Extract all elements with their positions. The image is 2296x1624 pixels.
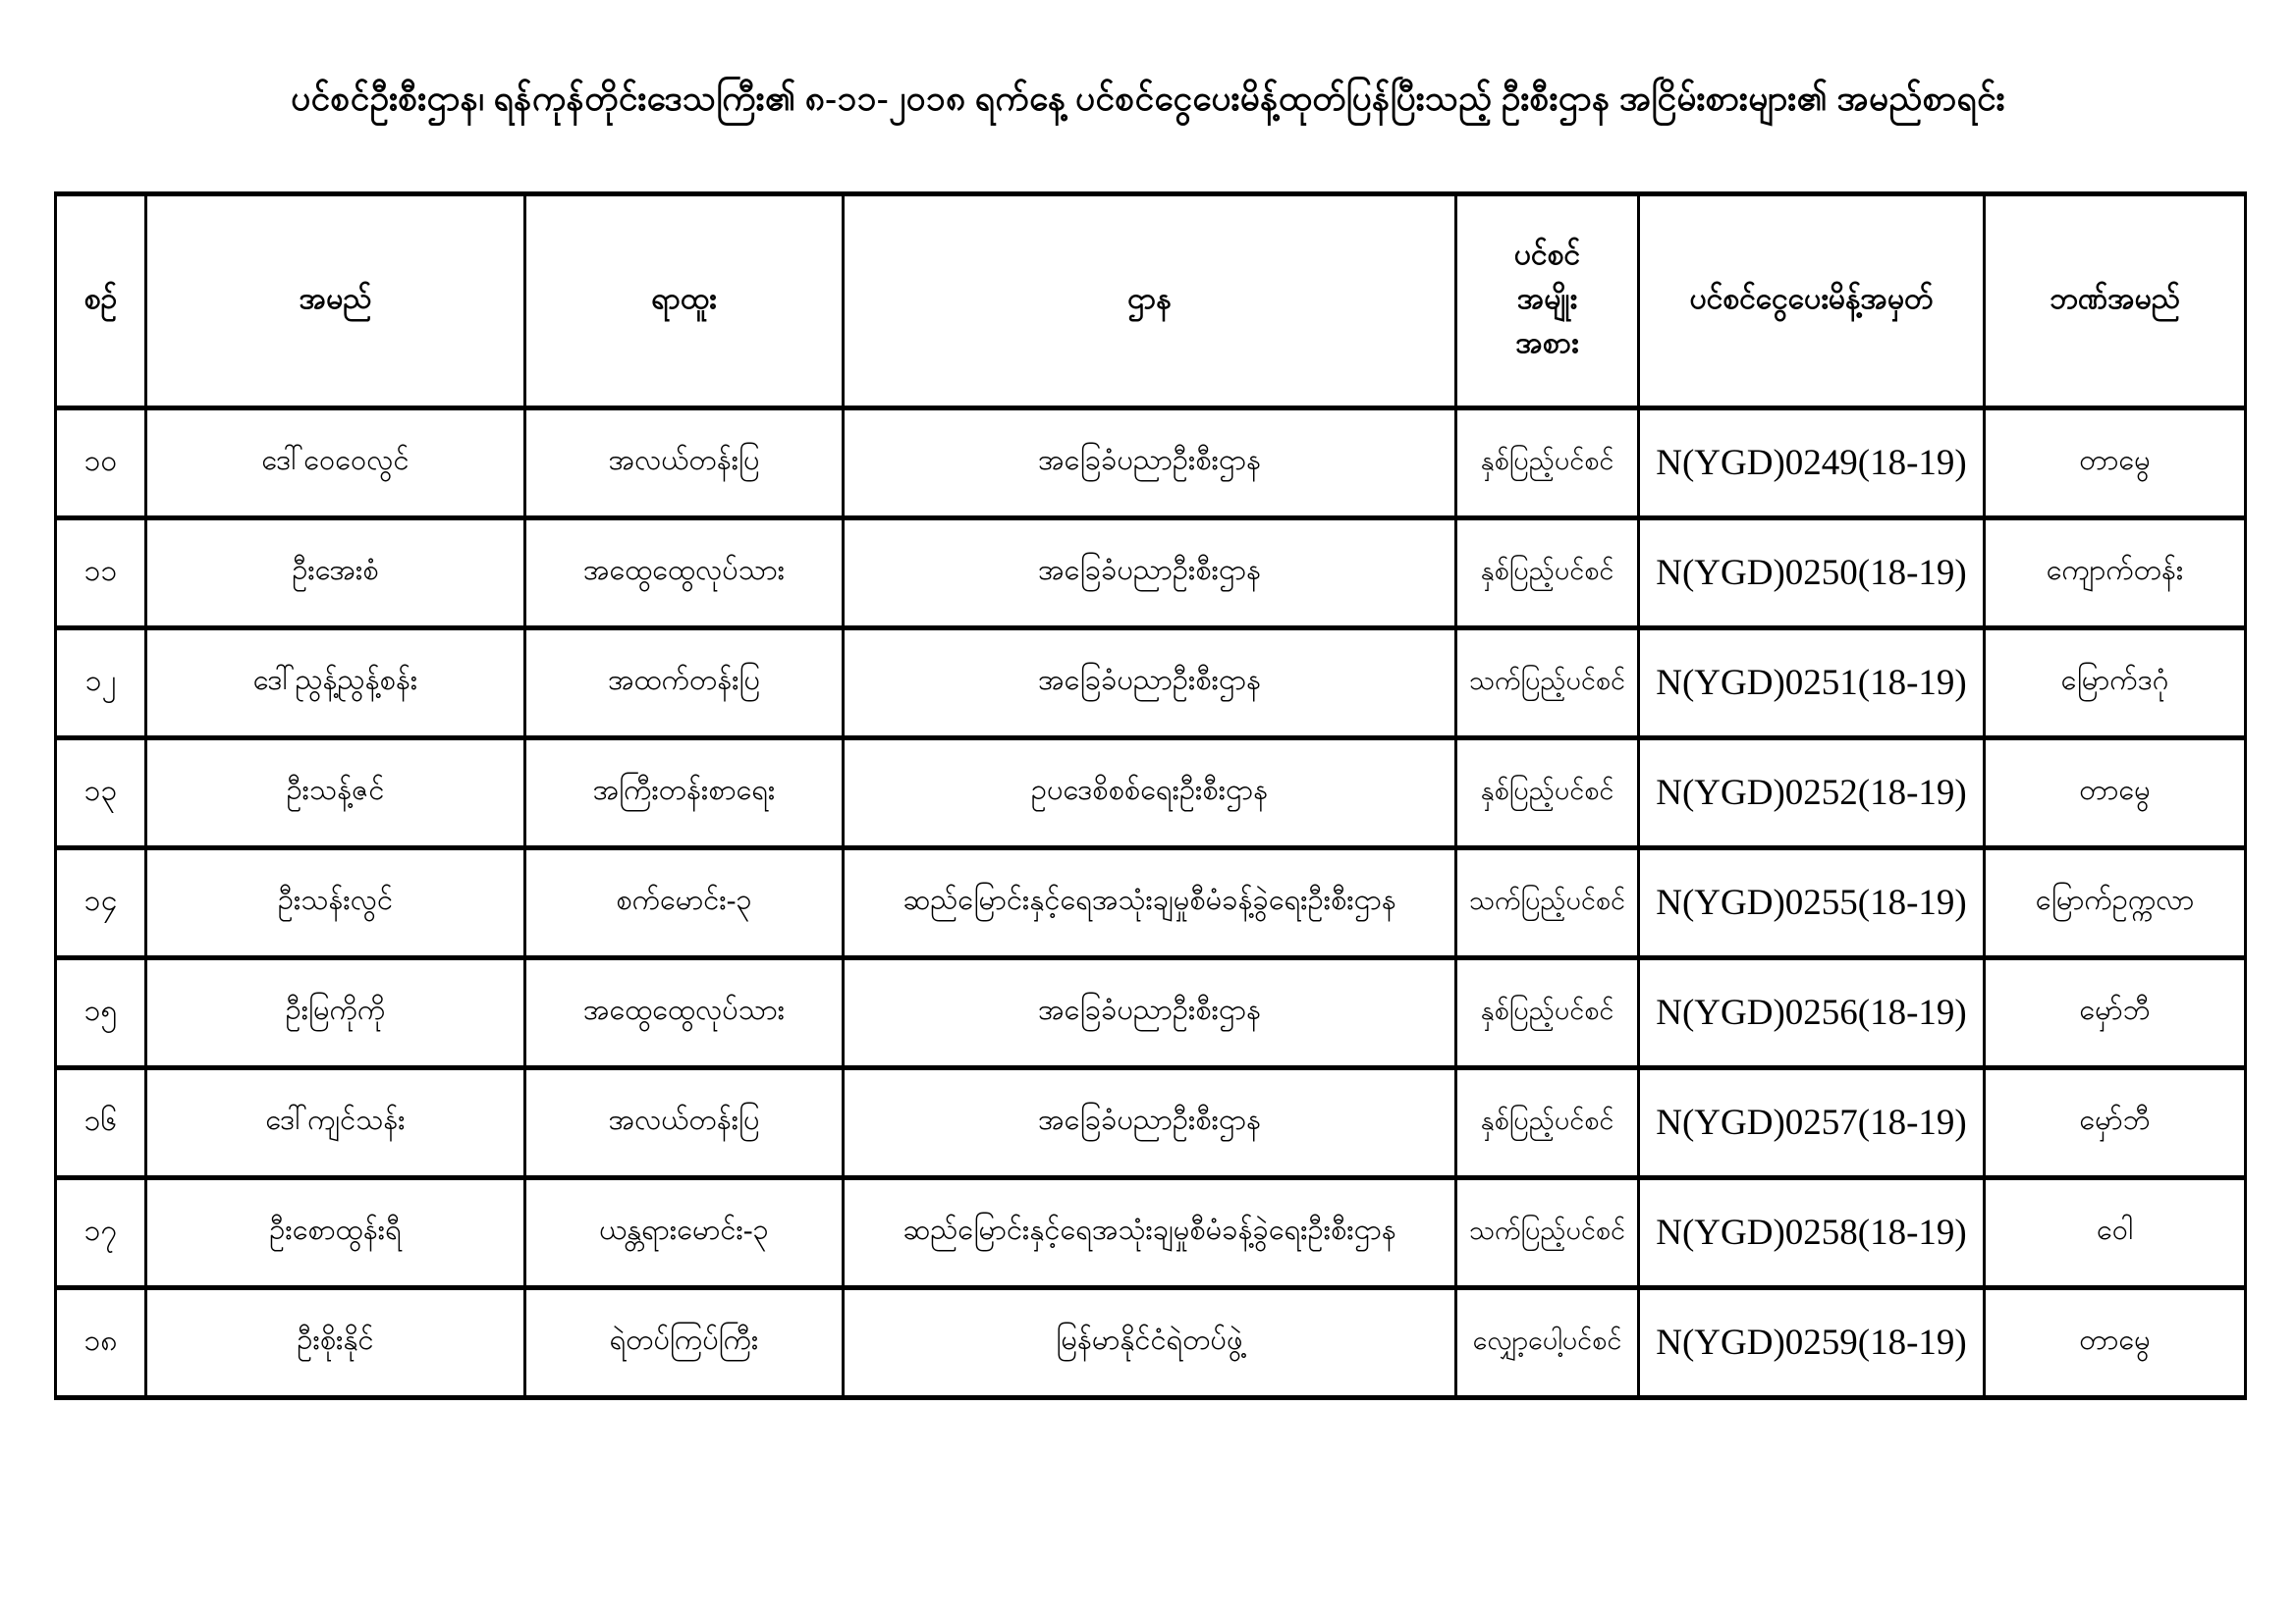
cell-no: ၁၆ [56, 1068, 146, 1178]
cell-pension-type: နှစ်ပြည့်ပင်စင် [1456, 738, 1639, 848]
cell-name: ဦးစောထွန်းရီ [146, 1178, 525, 1288]
cell-pension-type: လျှော့ပေါ့ပင်စင် [1456, 1288, 1639, 1398]
cell-pension-type: နှစ်ပြည့်ပင်စင် [1456, 1068, 1639, 1178]
table-row [56, 1068, 2246, 1178]
cell-position: အထွေထွေလုပ်သား [525, 518, 844, 628]
header-row [56, 194, 2246, 408]
cell-pension-type: နှစ်ပြည့်ပင်စင် [1456, 518, 1639, 628]
cell-bank-name: မှော်ဘီ [1985, 1068, 2246, 1178]
cell-pension-type: သက်ပြည့်ပင်စင် [1456, 848, 1639, 958]
cell-bank-name: တာမွေ [1985, 408, 2246, 518]
table-row [56, 738, 2246, 848]
table-row [56, 958, 2246, 1068]
cell-pension-type: သက်ပြည့်ပင်စင် [1456, 628, 1639, 738]
cell-department: အခြေခံပညာဦးစီးဌာန [844, 958, 1456, 1068]
table-row [56, 848, 2246, 958]
cell-department: ဆည်မြောင်းနှင့်ရေအသုံးချမှုစီမံခန့်ခွဲရေးဦးစီးဌာန [844, 1178, 1456, 1288]
cell-department: မြန်မာနိုင်ငံရဲတပ်ဖွဲ့ [844, 1288, 1456, 1398]
cell-name: ဒေါ်ညွန့်ညွန့်စန်း [146, 628, 525, 738]
table-row [56, 1288, 2246, 1398]
cell-position: အကြီးတန်းစာရေး [525, 738, 844, 848]
pensioner-table-container [54, 191, 2244, 1400]
cell-department: အခြေခံပညာဦးစီးဌာန [844, 1068, 1456, 1178]
cell-name: ဦးစိုးနိုင် [146, 1288, 525, 1398]
cell-pension-order-no: N(YGD)0249(18-19) [1639, 408, 1985, 518]
cell-pension-order-no: N(YGD)0257(18-19) [1639, 1068, 1985, 1178]
cell-bank-name: ကျောက်တန်း [1985, 518, 2246, 628]
cell-name: ဦးအေးစံ [146, 518, 525, 628]
header-pension-order-no: ပင်စင်ငွေပေးမိန့်အမှတ် [1639, 194, 1985, 408]
table-row [56, 628, 2246, 738]
header-bank-name: ဘဏ်အမည် [1985, 194, 2246, 408]
cell-bank-name: မြောက်ဒဂုံ [1985, 628, 2246, 738]
cell-department: ဥပဒေစိစစ်ရေးဦးစီးဌာန [844, 738, 1456, 848]
cell-pension-order-no: N(YGD)0250(18-19) [1639, 518, 1985, 628]
table-row [56, 1178, 2246, 1288]
cell-name: ဦးသန်းလွင် [146, 848, 525, 958]
cell-bank-name: တာမွေ [1985, 1288, 2246, 1398]
cell-no: ၁၈ [56, 1288, 146, 1398]
cell-pension-order-no: N(YGD)0252(18-19) [1639, 738, 1985, 848]
cell-position: အထွေထွေလုပ်သား [525, 958, 844, 1068]
cell-name: ဦးမြကိုကို [146, 958, 525, 1068]
cell-position: အလယ်တန်းပြ [525, 1068, 844, 1178]
cell-no: ၁၀ [56, 408, 146, 518]
cell-department: အခြေခံပညာဦးစီးဌာန [844, 518, 1456, 628]
pensioner-table [54, 191, 2247, 1400]
cell-pension-order-no: N(YGD)0256(18-19) [1639, 958, 1985, 1068]
cell-position: စက်မောင်း-၃ [525, 848, 844, 958]
page-title: ပင်စင်ဦးစီးဌာန၊ ရန်ကုန်တိုင်းဒေသကြီး၏ ၈-၁၁-၂၀၁၈ ရက်နေ့ ပင်စင်ငွေပေးမိန့်ထုတ်ပြန်ပြီးသည့် ဦးစီးဌာန အငြိမ်းစားများ၏ အမည်စာရင်း [291, 80, 2005, 118]
cell-name: ဒေါ်ကျင်သန်း [146, 1068, 525, 1178]
cell-no: ၁၇ [56, 1178, 146, 1288]
cell-no: ၁၄ [56, 848, 146, 958]
cell-name: ဒေါ်ဝေဝေလွင် [146, 408, 525, 518]
cell-bank-name: မြောက်ဥက္ကလာ [1985, 848, 2246, 958]
cell-department: အခြေခံပညာဦးစီးဌာန [844, 408, 1456, 518]
cell-bank-name: မှော်ဘီ [1985, 958, 2246, 1068]
cell-department: အခြေခံပညာဦးစီးဌာန [844, 628, 1456, 738]
cell-no: ၁၃ [56, 738, 146, 848]
cell-pension-type: နှစ်ပြည့်ပင်စင် [1456, 958, 1639, 1068]
cell-no: ၁၁ [56, 518, 146, 628]
cell-position: အထက်တန်းပြ [525, 628, 844, 738]
cell-no: ၁၅ [56, 958, 146, 1068]
header-position: ရာထူး [525, 194, 844, 408]
cell-department: ဆည်မြောင်းနှင့်ရေအသုံးချမှုစီမံခန့်ခွဲရေးဦးစီးဌာန [844, 848, 1456, 958]
cell-position: ယန္တရားမောင်း-၃ [525, 1178, 844, 1288]
cell-no: ၁၂ [56, 628, 146, 738]
table-header [56, 194, 2246, 408]
header-department: ဌာန [844, 194, 1456, 408]
cell-bank-name: တာမွေ [1985, 738, 2246, 848]
header-no: စဉ် [56, 194, 146, 408]
cell-position: ရဲတပ်ကြပ်ကြီး [525, 1288, 844, 1398]
cell-position: အလယ်တန်းပြ [525, 408, 844, 518]
header-pension-type: ပင်စင် အမျိုး အစား [1456, 194, 1639, 408]
table-row [56, 408, 2246, 518]
table-body [56, 408, 2246, 1398]
cell-bank-name: ဝေါ [1985, 1178, 2246, 1288]
cell-pension-type: နှစ်ပြည့်ပင်စင် [1456, 408, 1639, 518]
header-name: အမည် [146, 194, 525, 408]
cell-pension-order-no: N(YGD)0258(18-19) [1639, 1178, 1985, 1288]
cell-name: ဦးသန့်ဇင် [146, 738, 525, 848]
cell-pension-order-no: N(YGD)0259(18-19) [1639, 1288, 1985, 1398]
cell-pension-type: သက်ပြည့်ပင်စင် [1456, 1178, 1639, 1288]
cell-pension-order-no: N(YGD)0251(18-19) [1639, 628, 1985, 738]
table-row [56, 518, 2246, 628]
cell-pension-order-no: N(YGD)0255(18-19) [1639, 848, 1985, 958]
